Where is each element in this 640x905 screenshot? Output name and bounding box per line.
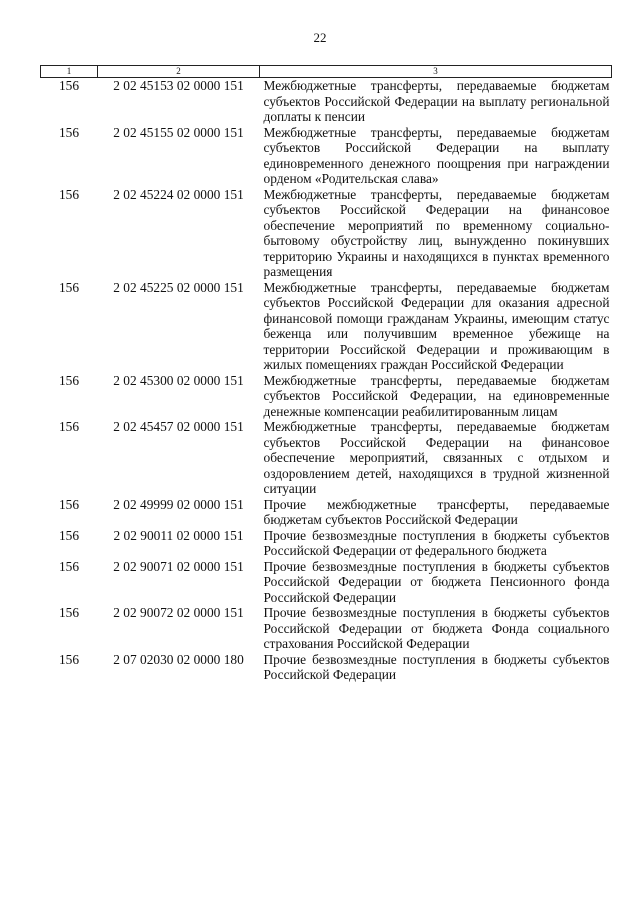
revenue-name: Межбюджетные трансферты, передаваемые бюджетам субъектов Российской Федерации на выплату региональной доплаты к пенсии xyxy=(263,78,610,124)
administrator-code: 156 xyxy=(58,279,80,295)
revenue-name: Прочие безвозмездные поступления в бюджеты субъектов Российской Федерации xyxy=(263,651,610,682)
table-row xyxy=(41,652,612,683)
administrator-code: 156 xyxy=(58,527,80,543)
budget-classification-code: 2 02 90071 02 0000 151 xyxy=(113,558,244,574)
revenue-name: Межбюджетные трансферты, передаваемые бюджетам субъектов Российской Федерации для оказания адресной финансовой помощи гражданам Украины, имеющим статус беженца или получившим временное убежище на территории Российской Федерации и проживающим в жилых помещениях граждан Российской Федерации xyxy=(263,279,610,372)
table-row xyxy=(41,528,612,559)
revenue-name: Межбюджетные трансферты, передаваемые бюджетам субъектов Российской Федерации на финансовое обеспечение мероприятий, связанных с отдыхом и оздоровлением детей, находящихся в трудной жизненной ситуации xyxy=(263,419,610,496)
budget-classification-code: 2 02 45300 02 0000 151 xyxy=(113,372,244,388)
table-row xyxy=(41,78,612,125)
page-number: 22 xyxy=(313,30,327,45)
table-row xyxy=(41,373,612,420)
table-row xyxy=(41,187,612,280)
administrator-code: 156 xyxy=(58,558,80,574)
revenue-name: Прочие межбюджетные трансферты, передаваемые бюджетам субъектов Российской Федерации xyxy=(263,496,610,527)
revenue-name: Прочие безвозмездные поступления в бюджеты субъектов Российской Федерации от бюджета Фонда социального страхования Российской Федерации xyxy=(263,605,610,651)
column-number-header-row xyxy=(41,66,612,78)
administrator-code: 156 xyxy=(58,496,80,512)
administrator-code: 156 xyxy=(58,651,80,667)
revenue-name: Межбюджетные трансферты, передаваемые бюджетам субъектов Российской Федерации на финансовое обеспечение мероприятий по временному социально-бытовому обустройству лиц, вынужденно покинувших территорию Украины и находящихся в пунктах временного размещения xyxy=(263,186,610,279)
table-row xyxy=(41,419,612,497)
budget-classification-code: 2 02 45153 02 0000 151 xyxy=(113,78,244,93)
budget-classification-code: 2 02 90072 02 0000 151 xyxy=(113,605,244,620)
column-header-2: 2 xyxy=(98,66,260,78)
column-header-3: 3 xyxy=(260,66,612,78)
budget-classification-code: 2 07 02030 02 0000 180 xyxy=(113,651,244,667)
administrator-code: 156 xyxy=(58,124,80,140)
budget-classification-code: 2 02 49999 02 0000 151 xyxy=(113,496,244,512)
administrator-code: 156 xyxy=(58,78,80,93)
table-row xyxy=(41,125,612,187)
budget-classification-table xyxy=(40,65,612,683)
budget-classification-code: 2 02 45225 02 0000 151 xyxy=(113,279,244,295)
budget-classification-code: 2 02 45224 02 0000 151 xyxy=(113,186,244,202)
table-row xyxy=(41,605,612,652)
revenue-name: Межбюджетные трансферты, передаваемые бюджетам субъектов Российской Федерации на выплату единовременного денежного поощрения при награждении орденом «Родительская слава» xyxy=(263,124,610,186)
budget-classification-code: 2 02 45155 02 0000 151 xyxy=(113,124,244,140)
revenue-name: Прочие безвозмездные поступления в бюджеты субъектов Российской Федерации от бюджета Пенсионного фонда Российской Федерации xyxy=(263,558,610,605)
table-row xyxy=(41,559,612,606)
administrator-code: 156 xyxy=(58,372,80,388)
administrator-code: 156 xyxy=(58,186,80,202)
administrator-code: 156 xyxy=(58,605,80,620)
revenue-name: Межбюджетные трансферты, передаваемые бюджетам субъектов Российской Федерации, на единовременные денежные компенсации реабилитированным лицам xyxy=(263,372,610,419)
table-row xyxy=(41,497,612,528)
budget-classification-code: 2 02 90011 02 0000 151 xyxy=(113,527,244,543)
table-row xyxy=(41,280,612,373)
revenue-name: Прочие безвозмездные поступления в бюджеты субъектов Российской Федерации от федерального бюджета xyxy=(263,527,610,558)
column-header-1: 1 xyxy=(41,66,98,78)
administrator-code: 156 xyxy=(58,419,80,434)
budget-classification-code: 2 02 45457 02 0000 151 xyxy=(113,419,244,434)
